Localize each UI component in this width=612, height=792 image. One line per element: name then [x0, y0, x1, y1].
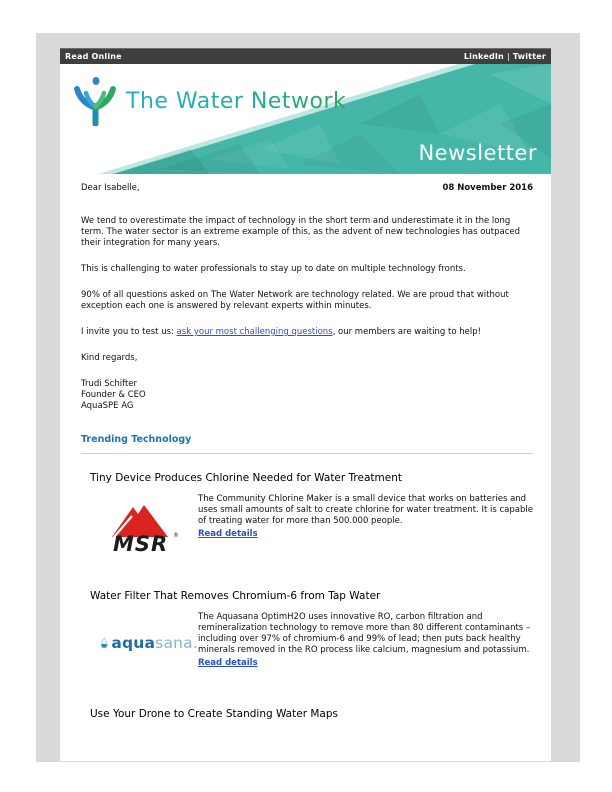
article-title: Tiny Device Produces Chlorine Needed for Water Treatment: [90, 472, 402, 484]
msr-logo[interactable]: [81, 494, 198, 556]
greeting-text: Dear Isabelle,: [81, 183, 140, 193]
article-text: [198, 494, 533, 556]
email-page: [60, 48, 551, 761]
banner-title: Newsletter: [418, 141, 537, 165]
article-water-filter: [81, 590, 533, 674]
social-links: [464, 52, 546, 61]
signature-title: Founder & CEO: [81, 390, 146, 400]
article-row: [81, 494, 533, 556]
article-body: The Aquasana OptimH2O uses innovative RO, carbon filtration and remineralization technology to remove more than 80 different contaminants – including over 97% of chromium-6 and 99% of lead; then puts back healthy minerals removed in the RO process like calcium, magnesium and potassium.: [198, 612, 531, 655]
twitter-link[interactable]: Twitter: [512, 52, 546, 61]
svg-text:MSR: MSR: [113, 532, 169, 553]
invite-text-pre: I invite you to test us:: [81, 327, 177, 337]
intro-paragraph-2: This is challenging to water professionals to stay up to date on multiple technology fronts.: [81, 264, 466, 274]
signature-name: Trudi Schifter: [81, 379, 138, 389]
closing-text: Kind regards,: [81, 353, 138, 363]
social-separator: |: [506, 52, 510, 61]
signature-company: AquaSPE AG: [81, 401, 134, 411]
article-body: The Community Chlorine Maker is a small device that works on batteries and uses small amounts of salt to create chlorine for water treatment. It is capable of treating water for more than 500.000 people.: [198, 494, 533, 526]
greeting-row: [81, 183, 533, 194]
intro-paragraph-1: We tend to overestimate the impact of technology in the short term and underestimate it in the long term. The water sector is an extreme example of this, as the advent of new technologies has outpaced their integration for many years.: [81, 216, 521, 248]
linkedin-link[interactable]: LinkedIn: [463, 52, 504, 61]
aquasana-logo[interactable]: [81, 612, 198, 674]
article-text: [198, 612, 533, 674]
article-drone-maps: [81, 708, 533, 721]
water-network-logo[interactable]: [72, 76, 346, 126]
article-chlorine-maker: [81, 472, 533, 556]
aquasana-logo-text: aquasana.: [111, 633, 198, 652]
newsletter-header: [60, 64, 551, 174]
water-network-logo-text: The Water Network: [126, 88, 347, 114]
read-details-link[interactable]: Read details: [198, 658, 258, 668]
msr-logo-icon: [100, 497, 182, 553]
water-drop-icon: [100, 628, 108, 658]
article-row: [81, 612, 533, 674]
svg-text:®: ®: [173, 532, 179, 539]
email-body: [60, 183, 551, 721]
read-details-link[interactable]: Read details: [198, 529, 258, 539]
ask-questions-link[interactable]: ask your most challenging questions: [176, 327, 333, 337]
section-divider: [81, 453, 533, 454]
signature-block: [81, 379, 533, 412]
intro-paragraph-3: 90% of all questions asked on The Water Network are technology related. We are proud that without exception each one is answered by relevant experts within minutes.: [81, 290, 509, 311]
invite-text-post: , our members are waiting to help!: [332, 327, 482, 337]
article-title: Use Your Drone to Create Standing Water Maps: [90, 708, 338, 720]
email-topbar: [60, 48, 551, 64]
water-network-logo-icon: [72, 76, 118, 126]
article-title: Water Filter That Removes Chromium-6 from Tap Water: [90, 590, 381, 602]
newsletter-date: 08 November 2016: [442, 183, 533, 193]
invite-paragraph: [81, 327, 533, 338]
read-online-link[interactable]: Read Online: [65, 52, 122, 61]
section-title-trending-technology: Trending Technology: [81, 434, 192, 445]
